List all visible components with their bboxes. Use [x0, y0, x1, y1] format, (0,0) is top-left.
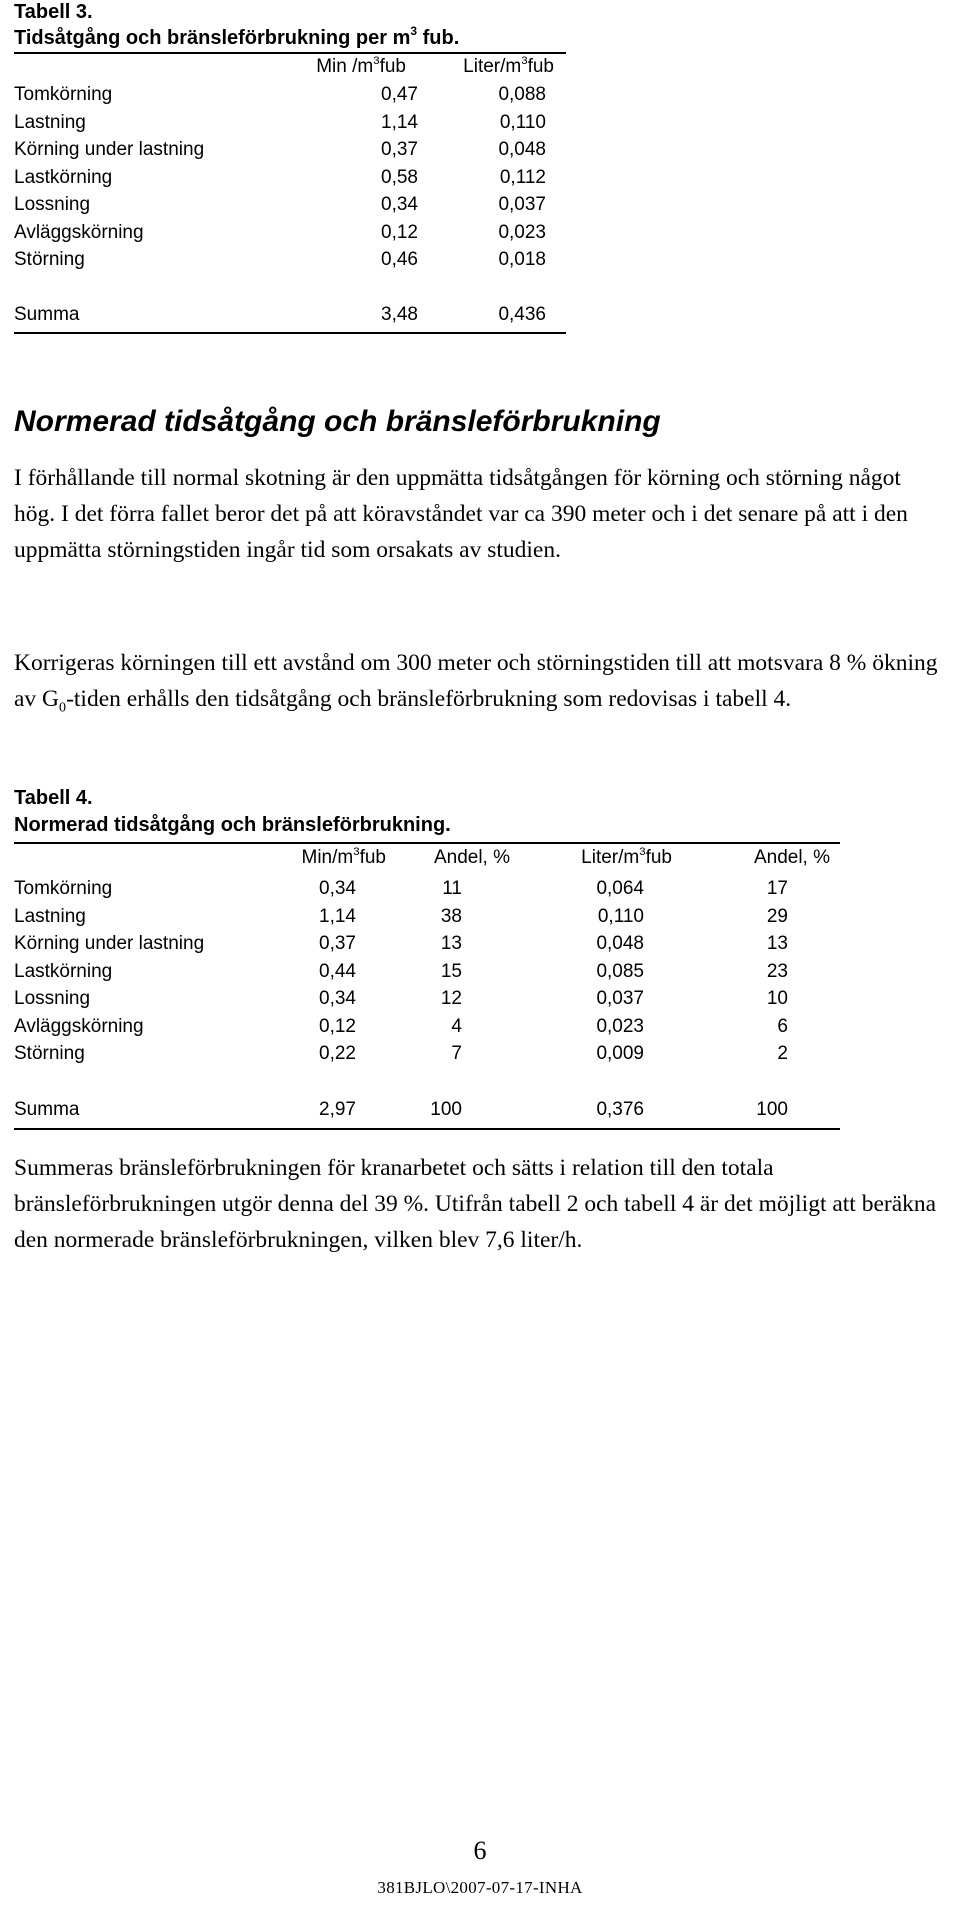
table4-header-andel2: Andel, %	[753, 847, 830, 868]
table3-header	[14, 52, 566, 82]
table3-label: Tabell 3.	[14, 1, 93, 23]
table3-title: Tidsåtgång och bränsleförbrukning per $m^3$ fub.	[14, 24, 460, 49]
table3-header-min: Min $/m^3fub$	[316, 54, 406, 77]
table-row: Avläggskörning 0,12 4 0,023 6	[14, 1015, 788, 1037]
table-row: Lastning 1,14 38 0,110 29	[14, 905, 788, 927]
table-row: Avläggskörning 0,12 0,023	[14, 221, 546, 243]
paragraph-1: I förhållande till normal skotning är den uppmätta tidsåtgången för körning och störning något hög. I det förra fallet beror det på att köravståndet var ca 390 meter och i det senare på att i den uppmätta störningstiden ingår tid som orsakats av studien.	[14, 465, 908, 563]
paragraph-3: Summeras bränsleförbrukningen för kranarbetet och sätts i relation till den totala bränsleförbrukningen utgör denna del 39 %. Utifrån tabell 2 och tabell 4 är det möjligt att beräkna den normerade bränsleförbrukningen, vilken blev 7,6 liter/h.	[14, 1155, 937, 1253]
table4-sum-row: Summa 2,97 100 0,376 100	[14, 1096, 840, 1130]
table4-header	[14, 842, 840, 875]
table-row: Lastkörning 0,44 15 0,085 23	[14, 960, 788, 982]
table3-sum-row: Summa 3,48 0,436	[14, 302, 566, 334]
table4-title: Normerad tidsåtgång och bränsleförbrukning.	[14, 814, 451, 836]
table-row: Störning 0,22 7 0,009 2	[14, 1043, 788, 1064]
table4-header-andel1: Andel, %	[433, 847, 510, 868]
table-row: Tomkörning 0,34 11 0,064 17	[14, 878, 788, 899]
table-row: Lossning 0,34 12 0,037 10	[14, 988, 788, 1009]
footer-code: 381BJLO\2007-07-17-INHA	[377, 1878, 583, 1897]
table4-label: Tabell 4.	[14, 787, 93, 809]
table4-header-liter: Liter/$m^3fub$	[581, 845, 672, 868]
table-row: Lastning 1,14 0,110	[14, 111, 546, 133]
page-number: 6	[473, 1836, 487, 1865]
table4-header-min: Min/$m^3fub$	[301, 845, 386, 868]
table-row: Körning under lastning 0,37 13 0,048 13	[14, 933, 788, 954]
section-heading: Normerad tidsåtgång och bränsleförbrukning	[14, 405, 661, 438]
table-row: Tomkörning 0,47 0,088	[14, 84, 546, 105]
table-row: Lossning 0,34 0,037	[14, 194, 546, 215]
table3-header-liter: Liter/$m^3fub$	[463, 54, 554, 77]
paragraph-2: Korrigeras körningen till ett avstånd om 300 meter och störningstiden till att motsvara 8 % ökning av $G_0$-tiden erhålls den tidsåtgång och bränsleförbrukning som redovisas i tabell 4.	[14, 650, 938, 716]
table-row: Lastkörning 0,58 0,112	[14, 166, 546, 188]
table-row: Störning 0,46 0,018	[14, 249, 546, 270]
table-row: Körning under lastning 0,37 0,048	[14, 139, 546, 160]
table3	[14, 52, 566, 334]
table4	[14, 842, 840, 1130]
